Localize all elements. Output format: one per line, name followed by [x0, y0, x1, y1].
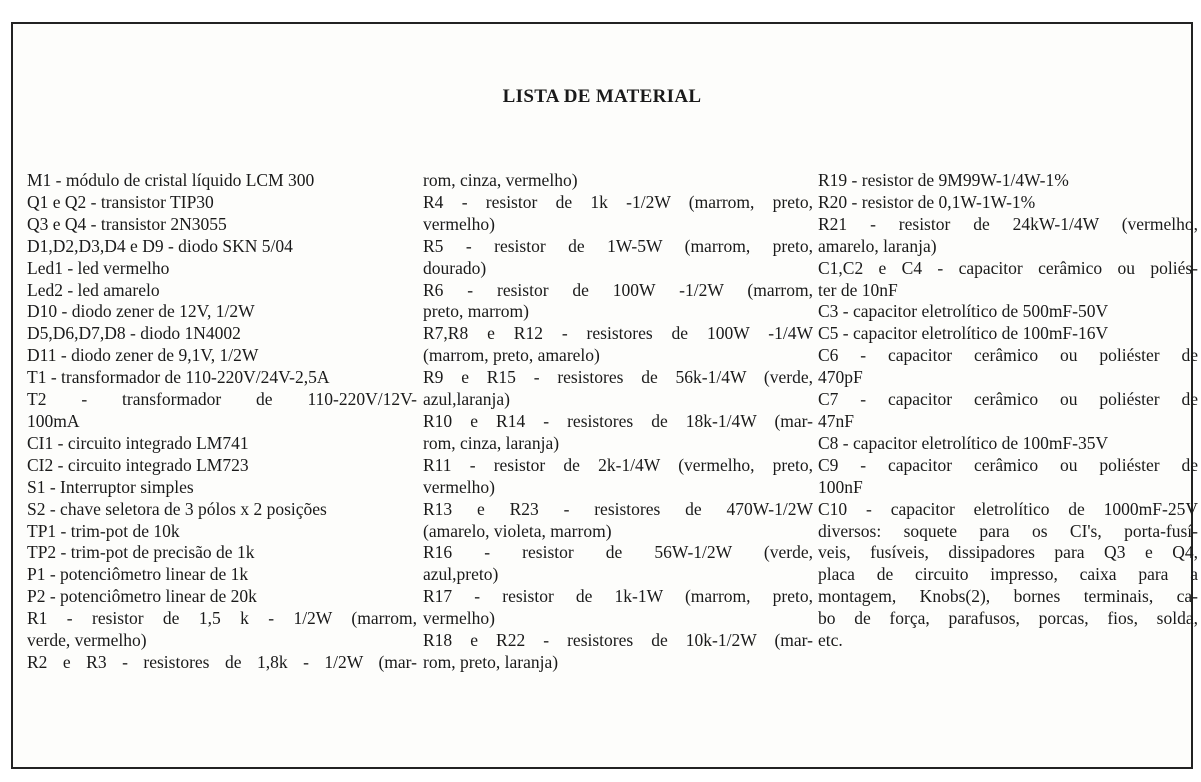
list-line: R2 e R3 - resistores de 1,8k - 1/2W (mar- — [27, 651, 417, 672]
list-line: P2 - potenciômetro linear de 20k — [27, 586, 257, 607]
column-1 — [27, 170, 417, 674]
list-line: R6 - resistor de 100W -1/2W (marrom, — [423, 279, 813, 300]
page-title: LISTA DE MATERIAL — [502, 86, 702, 107]
list-line: ter de 10nF — [818, 279, 898, 300]
list-line: montagem, Knobs(2), bornes terminais, ca- — [818, 586, 1198, 607]
list-line: bo de força, parafusos, porcas, fios, solda, — [818, 608, 1198, 629]
list-line: Q1 e Q2 - transistor TIP30 — [27, 191, 214, 212]
list-line: verde, vermelho) — [27, 630, 147, 651]
list-line: R19 - resistor de 9M99W-1/4W-1% — [818, 170, 1069, 190]
list-line: R21 - resistor de 24kW-1/4W (vermelho, — [818, 213, 1198, 234]
list-line: M1 - módulo de cristal líquido LCM 300 — [27, 170, 315, 190]
list-line: C3 - capacitor eletrolítico de 500mF-50V — [818, 301, 1109, 322]
list-line: R17 - resistor de 1k-1W (marrom, preto, — [423, 586, 813, 607]
list-line: (amarelo, violeta, marrom) — [423, 520, 612, 541]
list-line: R11 - resistor de 2k-1/4W (vermelho, preto, — [423, 454, 813, 475]
list-line: Led2 - led amarelo — [27, 279, 160, 300]
list-line: amarelo, laranja) — [818, 235, 937, 256]
list-line: R20 - resistor de 0,1W-1W-1% — [818, 191, 1036, 212]
list-line: C7 - capacitor cerâmico ou poliéster de — [818, 389, 1198, 410]
list-line: preto, marrom) — [423, 301, 529, 322]
list-line: P1 - potenciômetro linear de 1k — [27, 564, 249, 585]
list-line: rom, cinza, vermelho) — [423, 170, 578, 190]
list-line: C6 - capacitor cerâmico ou poliéster de — [818, 345, 1198, 366]
material-list-frame — [11, 22, 1198, 769]
list-line: CI2 - circuito integrado LM723 — [27, 454, 249, 475]
list-line: R16 - resistor de 56W-1/2W (verde, — [423, 542, 813, 563]
list-line: 470pF — [818, 367, 863, 388]
list-line: vermelho) — [423, 608, 495, 629]
list-line: C1,C2 e C4 - capacitor cerâmico ou poliés- — [818, 257, 1198, 278]
list-line: CI1 - circuito integrado LM741 — [27, 432, 249, 453]
list-line: veis, fusíveis, dissipadores para Q3 e Q4, — [818, 542, 1198, 563]
list-line: R7,R8 e R12 - resistores de 100W -1/4W — [423, 323, 813, 344]
list-line: azul,preto) — [423, 564, 499, 585]
list-line: TP1 - trim-pot de 10k — [27, 520, 180, 541]
list-line: diversos: soquete para os CI's, porta-fusí- — [818, 520, 1198, 541]
list-line: C9 - capacitor cerâmico ou poliéster de — [818, 454, 1198, 475]
list-line: azul,laranja) — [423, 389, 510, 410]
list-line: vermelho) — [423, 213, 495, 234]
list-line: S2 - chave seletora de 3 pólos x 2 posições — [27, 498, 327, 519]
list-line: R18 e R22 - resistores de 10k-1/2W (mar- — [423, 630, 813, 651]
list-line: R1 - resistor de 1,5 k - 1/2W (marrom, — [27, 608, 417, 629]
list-line: 47nF — [818, 410, 854, 431]
list-line: R4 - resistor de 1k -1/2W (marrom, preto, — [423, 191, 813, 212]
list-line: R5 - resistor de 1W-5W (marrom, preto, — [423, 235, 813, 256]
list-line: 100mA — [27, 410, 80, 431]
list-line: etc. — [818, 630, 843, 651]
list-line: TP2 - trim-pot de precisão de 1k — [27, 542, 255, 563]
list-line: dourado) — [423, 257, 487, 278]
list-line: C5 - capacitor eletrolítico de 100mF-16V — [818, 323, 1109, 344]
list-line: D10 - diodo zener de 12V, 1/2W — [27, 301, 255, 322]
list-line: placa de circuito impresso, caixa para a — [818, 564, 1198, 585]
list-line: C10 - capacitor eletrolítico de 1000mF-25V — [818, 498, 1198, 519]
list-line: D1,D2,D3,D4 e D9 - diodo SKN 5/04 — [27, 235, 293, 256]
list-line: vermelho) — [423, 476, 495, 497]
list-line: rom, cinza, laranja) — [423, 432, 560, 453]
list-line: R10 e R14 - resistores de 18k-1/4W (mar- — [423, 410, 813, 431]
list-line: C8 - capacitor eletrolítico de 100mF-35V — [818, 432, 1109, 453]
list-line: R9 e R15 - resistores de 56k-1/4W (verde, — [423, 367, 813, 388]
list-line: Q3 e Q4 - transistor 2N3055 — [27, 213, 227, 234]
list-line: 100nF — [818, 476, 863, 497]
list-line: T2 - transformador de 110-220V/12V- — [27, 389, 417, 410]
list-line: rom, preto, laranja) — [423, 651, 559, 672]
list-line: D5,D6,D7,D8 - diodo 1N4002 — [27, 323, 241, 344]
list-line: S1 - Interruptor simples — [27, 476, 194, 497]
list-line: D11 - diodo zener de 9,1V, 1/2W — [27, 345, 259, 366]
list-line: Led1 - led vermelho — [27, 257, 170, 278]
list-line: T1 - transformador de 110-220V/24V-2,5A — [27, 367, 330, 388]
column-3 — [818, 170, 1198, 652]
list-line: (marrom, preto, amarelo) — [423, 345, 600, 366]
column-2 — [423, 170, 813, 674]
list-line: R13 e R23 - resistores de 470W-1/2W — [423, 498, 813, 519]
